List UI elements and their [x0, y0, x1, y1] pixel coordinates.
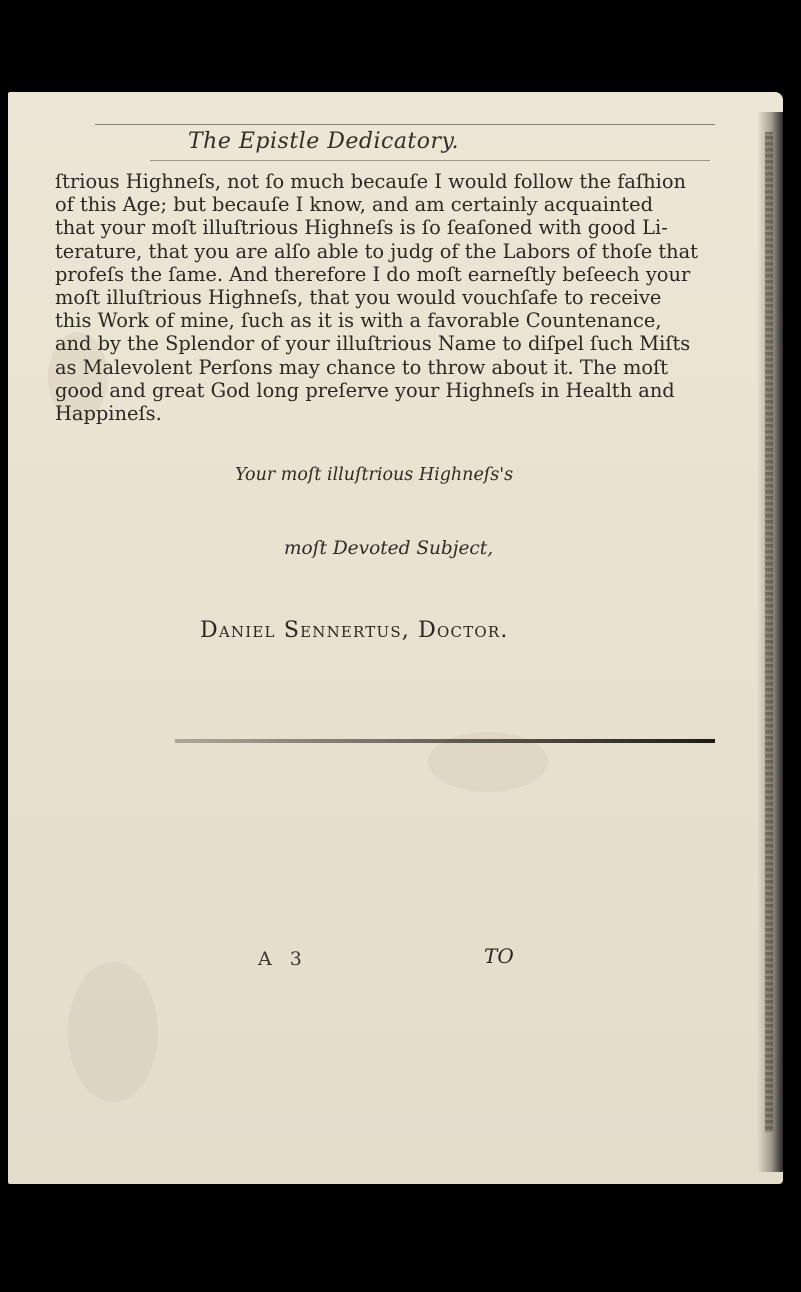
running-head-rule-bottom [150, 160, 710, 161]
closing-devotion: moſt Devoted Subject, [284, 538, 494, 559]
body-line: terature, that you are alſo able to judg of the Labors of thoſe that [55, 239, 698, 263]
body-line: and by the Splendor of your illuſtrious Name to diſpel ſuch Miſts [55, 332, 691, 356]
body-line: Happineſs. [55, 402, 162, 426]
body-line: of this Age; but becauſe I know, and am certainly acquainted [55, 193, 653, 217]
author-signature: Daniel Sennertus, Doctor. [200, 618, 509, 643]
catchword: TO [484, 944, 514, 968]
closing-salutation: Your moſt illuſtrious Highneſs's [235, 465, 514, 485]
signature-mark: A 3 [258, 948, 308, 970]
paper-stain [68, 962, 158, 1102]
dedication-body [55, 170, 698, 426]
body-line: ſtrious Highneſs, not ſo much becauſe I would follow the faſhion [55, 170, 687, 193]
body-line: profeſs the ſame. And therefore I do moſt earneſtly beſeech your [55, 262, 691, 286]
body-line: that your moſt illuſtrious Highneſs is ſo ſeaſoned with good Li- [55, 216, 668, 240]
body-line: moſt illuſtrious Highneſs, that you would vouchſafe to receive [55, 286, 662, 310]
running-head-rule-top [95, 124, 715, 125]
running-head: The Epistle Dedicatory. [188, 129, 460, 154]
body-line: as Malevolent Perſons may chance to throw about it. The moſt [55, 355, 668, 379]
page-edge-stack [765, 132, 773, 1132]
body-line: this Work of mine, ſuch as it is with a favorable Countenance, [55, 309, 662, 333]
closing-rule [175, 739, 715, 743]
body-line: good and great God long preſerve your Highneſs in Health and [55, 378, 675, 402]
